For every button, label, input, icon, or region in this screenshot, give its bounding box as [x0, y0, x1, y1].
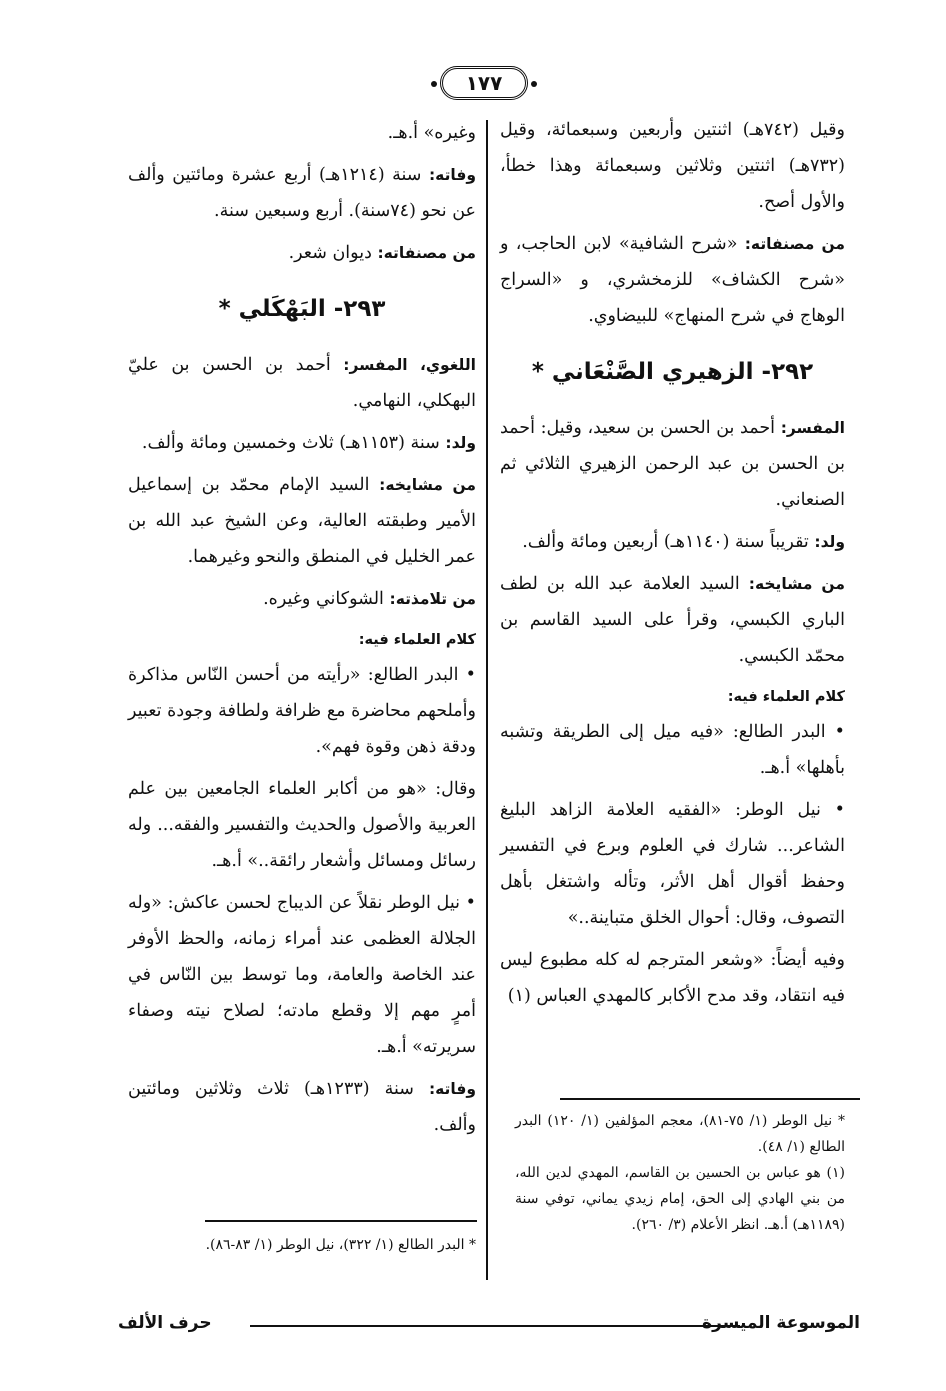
paragraph: وقيل (٧٤٢هـ) اثنتين وأربعين وسبعمائة، وقيل (٧٣٢هـ) اثنتين وثلاثين وسبعمائة وهذا خطأ، والأول أصح.	[500, 120, 845, 212]
paragraph	[128, 347, 476, 419]
quote: • نيل الوطر: «الفقيه العلامة الزاهد البليغ الشاعر... شارك في العلوم وبرع في التفسير وحفظ أقوال أهل الأثر، وتأله واشتغل بأهل التصوف، وقال: أحوال الخلق متباينة..»	[500, 800, 845, 928]
right-column	[500, 112, 845, 1020]
field-label: من مصنفاته:	[744, 235, 845, 253]
field-label: من مصنفاته:	[377, 244, 476, 262]
field-text: سنة (١١٥٣هـ) ثلاث وخمسين ومائة وألف.	[141, 433, 440, 453]
ornament-dot	[531, 81, 537, 87]
footnote: * البدر الطالع (١/ ٣٢٢)، نيل الوطر (١/ ٨٣-٨٦).	[205, 1237, 476, 1253]
field-label: من تلامذته:	[389, 590, 476, 608]
quote: • البدر الطالع: «رأيته من أحسن النّاس مذاكرة وأملحهم محاضرة مع ظرافة ولطافة وجودة تعبير ودقة ذهن وقوة فهم».	[128, 665, 476, 757]
paragraph	[500, 226, 845, 334]
paragraph	[500, 524, 845, 560]
footnote: * نيل الوطر (١/ ٧٥-٨١)، معجم المؤلفين (١/ ١٢٠) البدر الطالع (١/ ٤٨).	[515, 1113, 846, 1155]
field-label: من مشايخه:	[748, 575, 845, 593]
footnote-rule	[205, 1220, 477, 1222]
quote: وفيه أيضاً: «وشعر المترجم له كله مطبوع ليس فيه انتقاد، وقد مدح الأكابر كالمهدي العباس (١)	[500, 950, 845, 1006]
field-text: سنة (١٢١٤هـ) أربع عشرة ومائتين وألف عن نحو (٧٤سنة). أربع وسبعين سنة.	[128, 165, 476, 221]
paragraph	[128, 1071, 476, 1143]
field-text: السيد الإمام محمّد بن إسماعيل الأمير وطبقته العالية، وعن الشيخ عبد الله بن عمر الخليل في المنطق والنحو وغيرهما.	[128, 475, 476, 567]
field-text: أحمد بن الحسن بن عليّ البهكلي، النهامي.	[128, 355, 476, 411]
entry-heading: ٢٩٢- الزهيري الصَّنْعَاني *	[531, 359, 814, 385]
field-text: تقريباً سنة (١١٤٠هـ) أربعين ومائة وألف.	[522, 532, 809, 552]
entry-heading: ٢٩٣- البَهْكَلي *	[218, 296, 386, 322]
field-text: ديوان شعر.	[288, 243, 372, 263]
right-footnotes	[515, 1108, 845, 1238]
paragraph	[128, 235, 476, 271]
left-footnotes	[128, 1232, 476, 1258]
field-text: «شرح الشافية» لابن الحاجب، و «شرح الكشاف» للزمخشري، و «السراج الوهاج في شرح المنهاج» للبيضاوي.	[500, 234, 845, 326]
field-label: من مشايخه:	[379, 476, 476, 494]
ornament-dot	[431, 81, 437, 87]
paragraph	[128, 581, 476, 617]
quote: وقال: «هو من أكابر العلماء الجامعين بين علم العربية والأصول والحديث والتفسير والفقه... وله رسائل ومسائل وأشعار رائقة..» أ.هـ.	[128, 779, 476, 871]
quote: • البدر الطالع: «فيه ميل إلى الطريقة وتشبه بأهلها» أ.هـ.	[500, 722, 845, 778]
paragraph: وغيره» أ.هـ.	[387, 123, 476, 143]
footnote-rule	[560, 1098, 860, 1100]
footer-section-title: حرف الألف	[118, 1313, 212, 1333]
field-label: وفاته:	[428, 166, 476, 184]
field-label: وفاته:	[428, 1080, 476, 1098]
page-number: ١٧٧	[465, 71, 503, 95]
left-column	[128, 115, 476, 1149]
column-divider	[486, 120, 488, 1280]
field-label: ولد:	[814, 533, 845, 551]
field-text: سنة (١٢٣٣هـ) ثلاث وثلاثين ومائتين وألف.	[128, 1079, 476, 1135]
section-label: كلام العلماء فيه:	[727, 689, 845, 705]
field-label: المفسر:	[780, 419, 845, 437]
field-label: اللغوي، المفسر:	[343, 356, 476, 374]
page-footer	[118, 1308, 860, 1338]
page-number-badge	[440, 66, 528, 100]
footer-book-title: الموسوعة الميسرة	[702, 1313, 860, 1333]
field-text: أحمد بن الحسن بن سعيد، وقيل: أحمد بن الحسن بن عبد الرحمن الزهيري الثلائي ثم الصنعاني.	[500, 418, 845, 510]
paragraph	[128, 467, 476, 575]
paragraph	[128, 425, 476, 461]
footnote: (١) هو عباس بن الحسين بن القاسم، المهدي لدين الله، من بني الهادي إلى الحق، إمام زيدي يماني، توفي سنة (١١٨٩هـ) أ.هـ. انظر الأعلام (٣/ ٢٦٠).	[515, 1165, 845, 1233]
paragraph	[128, 157, 476, 229]
field-text: السيد العلامة عبد الله بن لطف الباري الكبسي، وقرأ على السيد القاسم بن محمّد الكبسي.	[500, 574, 845, 666]
paragraph	[500, 566, 845, 674]
quote: • نيل الوطر نقلاً عن الديباج لحسن عاكش: «وله الجلالة العظمى عند أمراء زمانه، والحظ الأوفر عند الخاصة والعامة، وما توسط بين النّاس في أمرٍ مهم إلا وقطع مادته؛ لصلاح نيته وصفاء سريرته» أ.هـ.	[128, 893, 476, 1057]
section-label: كلام العلماء فيه:	[358, 632, 476, 648]
paragraph	[500, 410, 845, 518]
field-text: الشوكاني وغيره.	[263, 589, 384, 609]
field-label: ولد:	[445, 434, 476, 452]
